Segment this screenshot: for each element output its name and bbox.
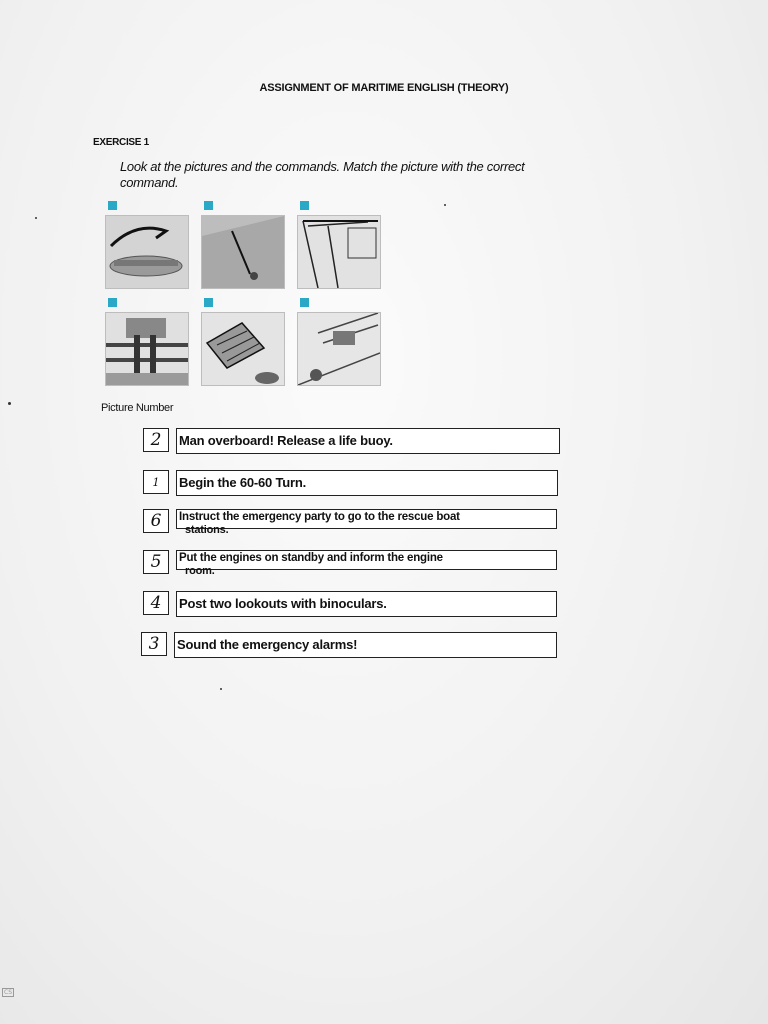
picture-badge-5 <box>204 298 213 307</box>
command-text: Post two lookouts with binoculars. <box>176 591 557 617</box>
scan-speck <box>35 217 37 219</box>
command-text: Man overboard! Release a life buoy. <box>176 428 560 454</box>
picture-3-station-illustration <box>297 215 381 289</box>
exercise-heading: EXERCISE 1 <box>93 137 149 148</box>
answer-number-field[interactable]: 3 <box>141 632 167 656</box>
answer-number-field[interactable]: 2 <box>143 428 169 452</box>
picture-6-engine-illustration <box>297 312 381 386</box>
picture-badge-6 <box>300 298 309 307</box>
picture-5-alarm-illustration <box>201 312 285 386</box>
command-text: Sound the emergency alarms! <box>174 632 557 658</box>
answer-number-field[interactable]: 6 <box>143 509 169 533</box>
instruction-line-1: Look at the pictures and the commands. Match the picture with the correct <box>120 159 525 174</box>
picture-4-lookouts-illustration <box>105 312 189 386</box>
command-text: Begin the 60-60 Turn. <box>176 470 558 496</box>
command-line: Put the engines on standby and inform the engine <box>179 552 443 564</box>
command-text <box>176 550 557 577</box>
picture-badge-4 <box>108 298 117 307</box>
picture-badge-1 <box>108 201 117 210</box>
command-continuation: stations. <box>185 524 229 536</box>
instruction-text <box>120 159 620 191</box>
instruction-line-2: command. <box>120 175 179 190</box>
picture-badge-2 <box>204 201 213 210</box>
answer-number-field[interactable]: 4 <box>143 591 169 615</box>
page-title: ASSIGNMENT OF MARITIME ENGLISH (THEORY) <box>259 82 509 94</box>
answer-number-field[interactable]: 1 <box>143 470 169 494</box>
scanner-watermark <box>2 988 16 997</box>
command-text <box>176 509 557 536</box>
picture-1-lifeboat-illustration <box>105 215 189 289</box>
picture-2-buoy-illustration <box>201 215 285 289</box>
scan-speck <box>220 688 222 690</box>
command-line: Instruct the emergency party to go to the rescue boat <box>179 511 460 523</box>
scan-speck <box>8 402 11 405</box>
picture-badge-3 <box>300 201 309 210</box>
picture-number-label: Picture Number <box>101 402 174 414</box>
scanner-logo: CS <box>4 989 12 996</box>
answer-number-field[interactable]: 5 <box>143 550 169 574</box>
scan-speck <box>444 204 446 206</box>
command-continuation: room. <box>185 565 215 577</box>
